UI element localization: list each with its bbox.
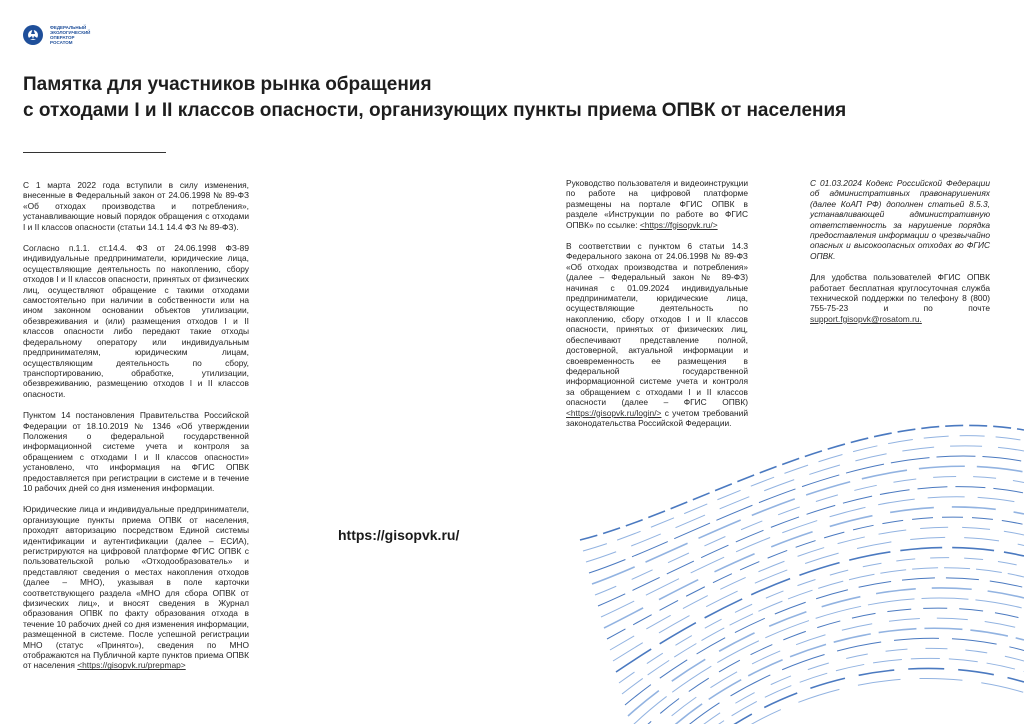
wave-stroke [586, 446, 1024, 562]
title-line-1: Памятка для участников рынка обращения [23, 74, 432, 95]
wave-stroke [604, 507, 1024, 628]
column-left [23, 180, 249, 682]
paragraph: Для удобства пользователей ФГИС ОПВК работает бесплатная круглосуточная служба технической поддержки по телефону 8 (800) 755-75-23 и по почте support.fgisopvk@rosatom.ru. [810, 272, 990, 324]
title-divider [23, 152, 166, 153]
paragraph: С 1 марта 2022 года вступили в силу изменения, внесенные в Федеральный закон от 24.06.1998 № 89-ФЗ «Об отходах производства и потребления», устанавливающие новый порядок обращения с отходами I и II классов опасности (статьи 14.1 14.4 ФЗ № 89-ФЗ). [23, 180, 249, 232]
support-email-link[interactable]: support.fgisopvk@rosatom.ru. [810, 313, 922, 324]
wave-stroke [649, 658, 1024, 724]
wave-lines [580, 425, 1024, 724]
paragraph: Пунктом 14 постановления Правительства Российской Федерации от 18.10.2019 № 1346 «Об утверждении Положения о федеральной государственной информационной системе учета и контроля за обращением с отходами I и II классов опасности» установлено, что информация на ФГИС ОПВК предоставляется при регистрации в системе и в течение 10 рабочих дней со дня изменения информации. [23, 410, 249, 493]
wave-stroke [616, 547, 1024, 672]
paragraph: Руководство пользователя и видеоинструкции по работе на цифровой платформе размещены на портале ФГИС ОПВК в разделе «Инструкции по работе во ФГИС ОПВК» по ссылке: <https://fgisopvk.ru/> [566, 178, 748, 230]
wave-stroke [634, 608, 1024, 724]
logo-text: ФЕДЕРАЛЬНЫЙ ЭКОЛОГИЧЕСКИЙ ОПЕРАТОР РОСАТОМ [50, 25, 91, 45]
wave-stroke [655, 678, 1024, 724]
paragraph: Юридические лица и индивидуальные предприниматели, организующие пункты приема ОПВК от населения, проходят авторизацию посредством Единой системы идентификации и аутентификации (далее – ЕСИА), регистрируются на цифровой платформе ФГИС ОПВК с пользовательской ролью «Отходообразователь» и представляют сведения о местах накопления отходов (далее – МНО), указывая в поле карточки соответствующего раздела «МНО для сбора ОПВК от физических лиц», и вносят сведения в Журнал образования ОПВК по факту образования отхода в течение 10 рабочих дней со дня изменения информации, размещенной в системе. После успешной регистрации МНО (статус «Принято»), сведения по МНО отображаются на Публичной карте пунктов приема ОПВК от населения <https://gisopvk.ru/prepmap> [23, 504, 249, 671]
site-url[interactable]: https://gisopvk.ru/ [338, 527, 460, 543]
paragraph: В соответствии с пунктом 6 статьи 14.3 Федерального закона от 24.06.1998 № 89-ФЗ «Об отходах производства и потребления» (далее – Федеральный закон № 89-ФЗ) начиная с 01.09.2024 индивидуальные предприниматели, юридические лица, осуществляющие деятельность по накоплению, сбору отходов I и II классов опасности, принятых от физических лиц, обеспечивают представление полной, достоверной, актуальной информации и своевременность ее размещения в федеральной государственной информационной системе учета и контроля за обращением с отходами I и II классов опасности (далее – ФГИС ОПВК) <https://gisopvk.ru/login/> с учетом требований законодательства Российской Федерации. [566, 241, 749, 428]
wave-stroke [652, 668, 1024, 724]
wave-stroke [583, 436, 1024, 551]
title-line-2: с отходами I и II классов опасности, организующих пункты приема ОПВК от населения [23, 100, 847, 121]
rosatom-logo [22, 24, 96, 46]
rosatom-icon [22, 24, 44, 46]
prepmap-link[interactable]: <https://gisopvk.ru/prepmap> [77, 660, 186, 671]
wave-stroke [580, 425, 1024, 540]
page-title [23, 72, 923, 124]
paragraph: С 01.03.2024 Кодекс Российской Федерации об административных правонарушениях (далее КоАП РФ) дополнен статьей 8.5.3, устанавливающей административную ответственность за нарушение порядка предоставления информации о чрезвычайно опасных и высокоопасных отходах во ФГИС ОПВК. [810, 178, 990, 261]
decorative-waves [560, 400, 1024, 724]
column-right [810, 178, 990, 335]
login-link[interactable]: <https://gisopvk.ru/login/> [566, 407, 662, 418]
fgisopvk-link[interactable]: <https://fgisopvk.ru/> [639, 219, 718, 230]
paragraph: Согласно п.1.1. ст.14.4. ФЗ от 24.06.1998 ФЗ-89 индивидуальные предприниматели, юридические лица, осуществляющие деятельность по накоплению, сбору отходов I и II классов опасности, принятых от физических лиц, осуществляют обращение с такими отходами самостоятельно при наличии в собственности или на ином законном основании объектов утилизации, обезвреживания и (или) размещения отходов I и II классов опасности либо передают такие отходы федеральному оператору или индивидуальным предпринимателям, юридическим лицам, осуществляющим деятельность по сбору, транспортированию, обработке, утилизации, обезвреживанию, размещению отходов I и II классов опасности. [23, 243, 249, 399]
wave-stroke [646, 648, 1024, 724]
wave-stroke [640, 628, 1024, 724]
wave-stroke [628, 588, 1024, 716]
wave-stroke [625, 578, 1024, 705]
wave-stroke [631, 598, 1024, 724]
